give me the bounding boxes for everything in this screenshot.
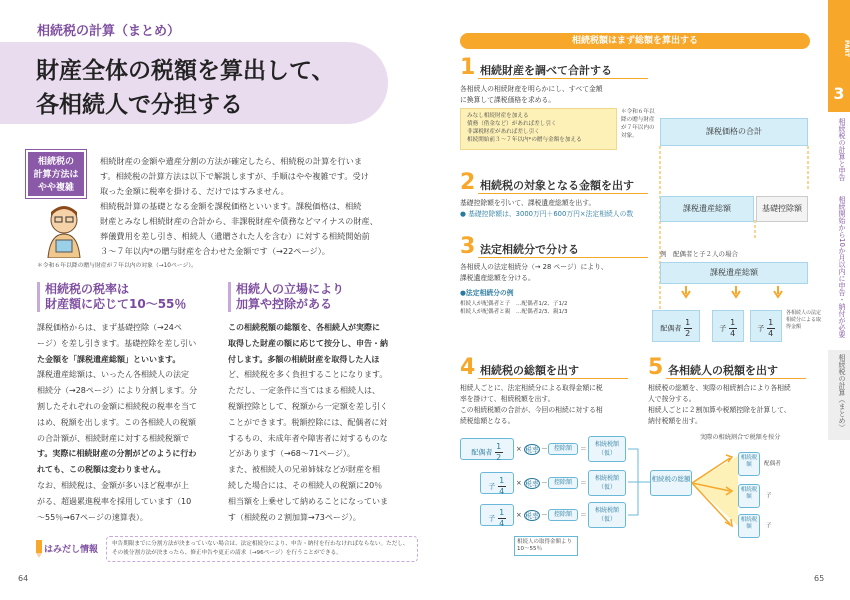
step4-text: 相続人ごとに、法定相続分による取得金額に税 率を掛けて、相続税額を出す。 この相続税額の合計が、今回の相続に対する相 続税総額となる。 xyxy=(460,384,603,425)
heading-bar xyxy=(37,282,40,312)
box-basic-deduction: 基礎控除額 xyxy=(756,196,808,222)
hamidashi-tag: はみだし情報 xyxy=(44,545,99,555)
tab-subtitle: 相続開始から10か月以内に申告・納付が必要 xyxy=(838,196,846,338)
heading-tax-rate: 相続税の税率は 財産額に応じて10〜55％ xyxy=(45,282,187,311)
hamidashi-info xyxy=(34,536,414,564)
box-total-taxable: 課税遺産総額 xyxy=(660,196,754,222)
heading-additions: 相続人の立場により 加算や控除がある xyxy=(236,282,345,311)
step1-title: 相続財産を調べて合計する xyxy=(480,64,612,77)
part-side-tab xyxy=(828,0,850,600)
formula-row-child-2: 子 $\frac{1}{4}$ × 税率 － 控除額 ＝ 相続税額（仮） xyxy=(460,502,630,528)
divider xyxy=(478,193,648,194)
pencil-icon xyxy=(34,540,44,558)
share-child-2: 子 $\frac{1}{4}$ xyxy=(750,310,782,342)
page-title-line2: 各相続人で分担する xyxy=(36,92,243,118)
title-band xyxy=(0,42,388,124)
box-taxable-total: 課税価格の合計 xyxy=(660,118,808,146)
bracket-connector-icon xyxy=(628,436,650,528)
step5-title: 各相続人の税額を出す xyxy=(668,364,778,377)
page-number-left: 64 xyxy=(18,574,29,583)
rate-note: 相続人の取得金額より10〜55％ xyxy=(514,536,578,556)
column-2-text: この相続税額の総額を、各相続人が実際に 取得した財産の額に応じて按分し、申告・納 付します。多額の相続財産を取得した人ほ ど、相続税を多く負担することになります。 ただし、一定条件に当てはまる相続人は、 税額控除として、税額から一定額を差し引く ことができます。税額控除には、配偶者に対 するもの、未成年者や障害者に対するものな どがあります（→68〜71ページ）。 また、被相続人の兄弟姉妹などが財産を相 続した場合には、その相続人の税額に20％ 相当額を上乗せして納めることになっていま す（相続税の２割加算→73ページ）。 xyxy=(228,323,388,522)
formula-row-spouse: 配偶者 $\frac{1}{2}$ × 税率 － 控除額 ＝ 相続税額（仮） xyxy=(460,436,630,462)
step2-number: 2 xyxy=(460,170,476,195)
page-number-right: 65 xyxy=(814,574,825,583)
right-bar-title: 相続税額はまず総額を算出する xyxy=(460,33,810,49)
step5-text: 相続税の総額を、実際の相続割合により各相続 人で按分する。 相続人ごとに２割加算や税額控除を計算して、 納付税額を出す。 xyxy=(648,384,791,425)
step4-number: 4 xyxy=(460,355,476,380)
step4-title: 相続税の総額を出す xyxy=(480,364,579,377)
person-illustration-icon xyxy=(36,202,92,258)
example-label: 例 配偶者と子２人の場合 xyxy=(660,250,738,258)
distribution-arrows-icon xyxy=(692,446,738,536)
step3-example-head: ●法定相続分の例 xyxy=(460,289,514,297)
column-1-text: 課税価格からは、まず基礎控除（→24ペ ージ）を差し引きます。基礎控除を差し引い た金額を「課税遺産総額」といいます。 課税遺産総額は、いったん各相続人の法定 相続分（→28ページ）により分割します。分 割したそれぞれの金額に相続税の税率を当て はめ、税額を出します。この各相続人の税額 の合計額が、相続財産に対する相続税額で す。実際に相続財産の分割がどのように行わ れても、この税額は変わりません。 なお、相続税は、金額が多いほど税率が上 がる、超過累進税率を採用しています（10 〜55％→67ページの速算表）。 xyxy=(37,323,198,522)
tab-current: 相続税の計算（まとめ） xyxy=(838,354,846,431)
section-label: 相続税の計算（まとめ） xyxy=(37,24,181,39)
box-total-taxable-2: 課税遺産総額 xyxy=(660,262,808,284)
share-child-1: 子 $\frac{1}{4}$ xyxy=(712,310,744,342)
recipient-spouse: 配偶者 xyxy=(764,461,781,467)
tax-box-spouse: 相続税額 xyxy=(738,452,760,476)
recipient-child-1: 子 xyxy=(766,493,772,499)
step1-text: 各相続人の相続財産を明らかにし、すべて金額 に換算して課税価格を求める。 xyxy=(460,85,603,104)
formula-row-child-1: 子 $\frac{1}{4}$ × 税率 － 控除額 ＝ 相続税額（仮） xyxy=(460,470,630,496)
tax-box-child-1: 相続税額 xyxy=(738,484,760,508)
step1-number: 1 xyxy=(460,55,476,80)
divider xyxy=(666,378,806,379)
speech-bubble: 相続税の 計算方法は やや複雑 xyxy=(26,150,86,198)
divider xyxy=(478,378,628,379)
share-note: 各相続人の法定相続分による取得金額 xyxy=(786,310,822,330)
recipient-child-2: 子 xyxy=(766,523,772,529)
footnote: ＊令和６年以降の贈与財産が７年以内の対象（→10ページ）。 xyxy=(37,263,197,269)
share-spouse: 配偶者 $\frac{1}{2}$ xyxy=(652,310,700,342)
step2-title: 相続税の対象となる金額を出す xyxy=(480,179,634,192)
step3-text: 各相続人の法定相続分（→ 28 ページ）により、 課税遺産総額を分ける。 xyxy=(460,263,608,282)
total-tax-box: 相続税の総額 xyxy=(650,470,692,496)
step3-examples: 相続人が配偶者と子 …配偶者1/2、子1/2 相続人が配偶者と親 …配偶者2/3、親1/3 xyxy=(460,301,568,315)
page-title-line1: 財産全体の税額を算出して、 xyxy=(36,58,335,84)
tab-chapter: 相続税の計算と申告 xyxy=(838,118,846,181)
step1-yellow-box: みなし相続財産を加える 債務（借金など）があれば差し引く 非課税財産があれば差し引く 相続開始前３〜７年以内*の贈与金額を加える xyxy=(460,108,617,150)
tab-part-number: 3 xyxy=(833,84,845,103)
step3-number: 3 xyxy=(460,234,476,259)
divider xyxy=(478,78,648,79)
arrows-down-icon xyxy=(660,286,808,300)
heading-bar xyxy=(228,282,231,312)
hamidashi-text: 申告期限までに分割方法が決まっていない場合は、法定相続分により、申告・納付を行わなければならない。ただし、その後分割方法が決まったら、修正申告や更正の請求（→96ページ）を行うことができる。 xyxy=(112,541,409,556)
step2-bullet: ● 基礎控除額は、3000万円＋600万円×法定相続人の数 xyxy=(460,210,634,218)
distribution-label: 実際の相続割合で税額を按分 xyxy=(700,434,781,441)
step5-number: 5 xyxy=(648,355,664,380)
intro-text: 相続財産の金額や遺産分割の方法が確定したら、相続税の計算を行いま す。相続税の計算方法は以下で解説しますが、手順はやや複雑です。受け 取った金額に税率を掛ける、だけではすみません。 相続税計算の基礎となる金額を課税価格といいます。課税価格は、相続 財産とみなし相続財産の合計から、非課税財産や債務などマイナスの財産、 葬儀費用を差し引き、相続人（遺贈された人を含む）に対する相続開始前 ３〜７年以内*の贈与財産を合わせた金額です（→22ページ）。 xyxy=(100,156,378,256)
tax-box-child-2: 相続税額 xyxy=(738,514,760,538)
tab-part-label: PART xyxy=(843,40,850,57)
step2-text: 基礎控除額を引いて、課税遺産総額を出す。 xyxy=(460,199,596,207)
divider xyxy=(478,257,648,258)
step3-title: 法定相続分で分ける xyxy=(480,243,579,256)
step1-note: ＊令和６年以降の贈与財産が７年以内の対象。 xyxy=(621,109,655,139)
